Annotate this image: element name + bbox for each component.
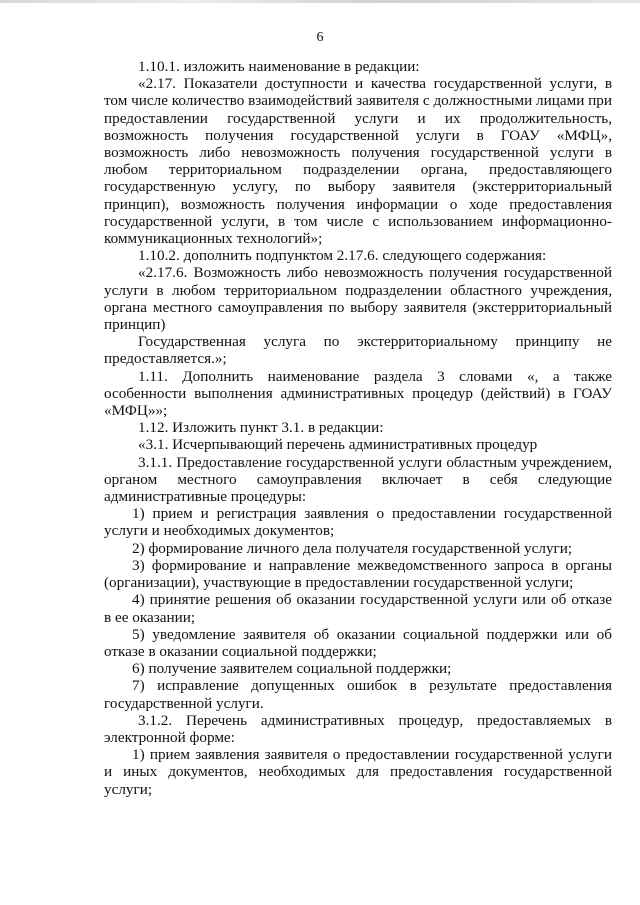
scan-edge bbox=[0, 0, 640, 3]
list-item: 6) получение заявителем социальной поддержки; bbox=[132, 660, 452, 678]
list-item: 7) исправление допущенных ошибок в результате предоставления государственной услуги. bbox=[104, 677, 612, 712]
paragraph: 1.10.1. изложить наименование в редакции: bbox=[138, 58, 420, 75]
paragraph: «3.1. Исчерпывающий перечень административных процедур bbox=[138, 436, 538, 454]
list-item: 1) прием и регистрация заявления о предоставлении государственной услуги и необходимых документов; bbox=[104, 505, 612, 540]
list-item: 4) принятие решения об оказании государственной услуги или об отказе в ее оказании; bbox=[104, 591, 612, 626]
paragraph: 3.1.1. Предоставление государственной услуги областным учреждением, органом местного самоуправления включает в себя следующие административные процедуры: bbox=[104, 453, 612, 506]
paragraph: «2.17.6. Возможность либо невозможность получения государственной услуги в любом территориальном подразделении областного учреждения, органа местного самоуправления по выбору заявителя (экстерриториальный принцип) bbox=[104, 264, 612, 334]
list-item: 2) формирование личного дела получателя государственной услуги; bbox=[132, 539, 573, 557]
paragraph: 1.12. Изложить пункт 3.1. в редакции: bbox=[138, 419, 384, 437]
list-item: 3) формирование и направление межведомственного запроса в органы (организации), участвующие в предоставлении государственной услуги; bbox=[104, 556, 612, 592]
page-number: 6 bbox=[316, 30, 324, 45]
document-body bbox=[104, 58, 612, 798]
paragraph: Государственная услуга по экстерриториальному принципу не предоставляется.»; bbox=[104, 333, 612, 368]
paragraph: 1.10.2. дополнить подпунктом 2.17.6. следующего содержания: bbox=[138, 247, 547, 265]
list-item: 1) прием заявления заявителя о предоставлении государственной услуги и иных документов, необходимых для предоставления государственной услуги; bbox=[104, 746, 612, 798]
paragraph: 1.11. Дополнить наименование раздела 3 словами «, а также особенности выполнения административных процедур (действий) в ГОАУ «МФЦ»»; bbox=[104, 367, 612, 420]
paragraph: 3.1.2. Перечень административных процедур, предоставляемых в электронной форме: bbox=[104, 711, 612, 746]
paragraph: «2.17. Показатели доступности и качества государственной услуги, в том числе количество взаимодействий заявителя с должностными лицами при предоставлении государственной услуги и их продолжительность, возможность получения государственной услуги в ГОАУ «МФЦ», возможность либо невозможность получения государственной услуги в любом территориальном подразделении органа, предоставляющего государственную услугу, по выбору заявителя (экстерриториальный принцип), возможность получения информации о ходе предоставления государственной услуги, в том числе с использованием информационно-коммуникационных технологий»; bbox=[104, 75, 612, 248]
list-item: 5) уведомление заявителя об оказании социальной поддержки или об отказе в оказании социальной поддержки; bbox=[104, 625, 612, 660]
